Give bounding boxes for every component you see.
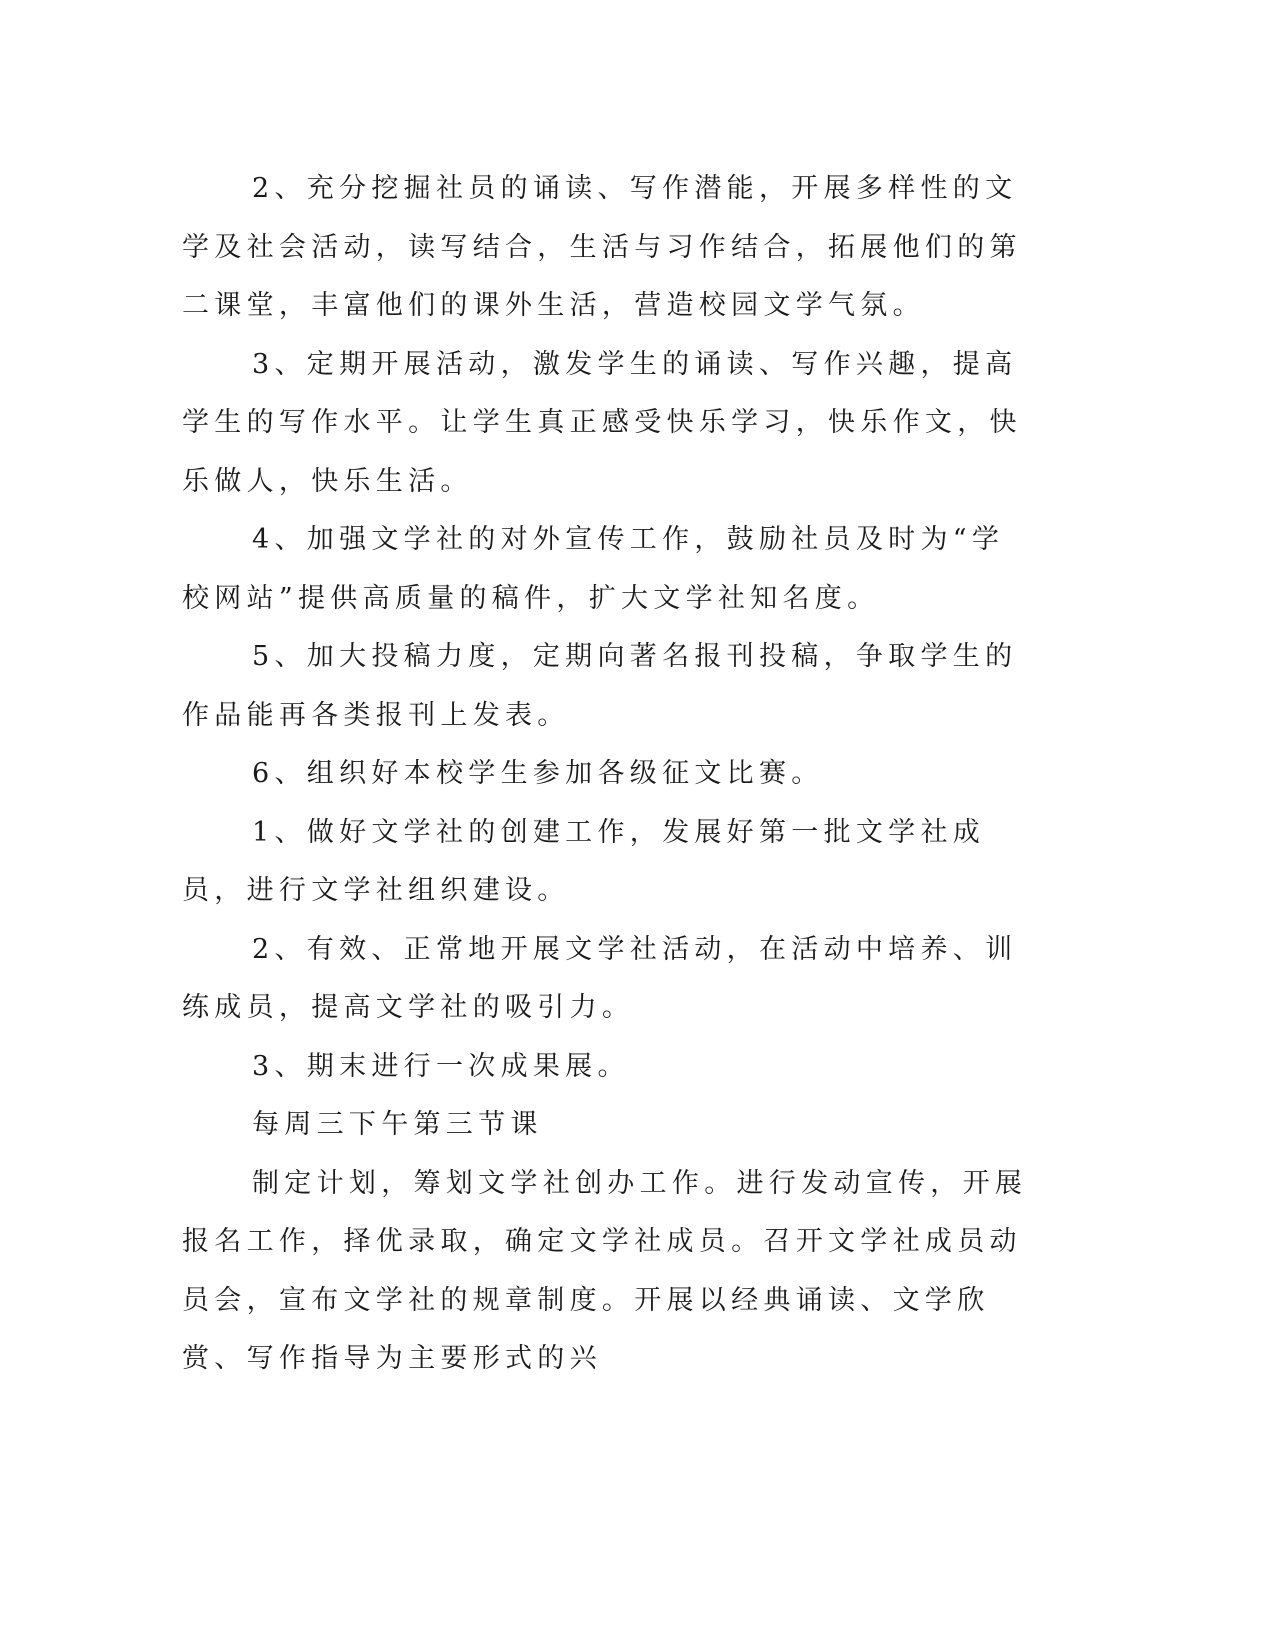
paragraph-goal-6: 6、组织好本校学生参加各级征文比赛。 (252, 758, 824, 789)
paragraph-goal-4: 4、加强文学社的对外宣传工作，鼓励社员及时为“学校网站”提供高质量的稿件，扩大文学社知名度。 (182, 524, 1005, 614)
paragraph-goal-2: 2、充分挖掘社员的诵读、写作潜能，开展多样性的文学及社会活动，读写结合，生活与习作结合，拓展他们的第二课堂，丰富他们的课外生活，营造校园文学气氛。 (182, 173, 1022, 321)
paragraph-goal-5: 5、加大投稿力度，定期向著名报刊投稿，争取学生的作品能再各类报刊上发表。 (182, 641, 1018, 731)
paragraph-plan: 制定计划，筹划文学社创办工作。进行发动宣传，开展报名工作，择优录取，确定文学社成员。召开文学社成员动员会，宣布文学社的规章制度。开展以经典诵读、文学欣赏、写作指导为主要形式的兴 (182, 1167, 1028, 1374)
paragraph-schedule-time: 每周三下午第三节课 (252, 1109, 543, 1140)
paragraph-task-3: 3、期末进行一次成果展。 (252, 1050, 630, 1082)
paragraph-task-2: 2、有效、正常地开展文学社活动，在活动中培养、训练成员，提高文学社的吸引力。 (182, 933, 1018, 1023)
paragraph-task-1: 1、做好文学社的创建工作，发展好第一批文学社成员，进行文学社组织建设。 (182, 816, 986, 906)
paragraph-goal-3: 3、定期开展活动，激发学生的诵读、写作兴趣，提高学生的写作水平。让学生真正感受快乐学习，快乐作文，快乐做人，快乐生活。 (182, 348, 1022, 497)
document-body (182, 160, 1032, 1389)
